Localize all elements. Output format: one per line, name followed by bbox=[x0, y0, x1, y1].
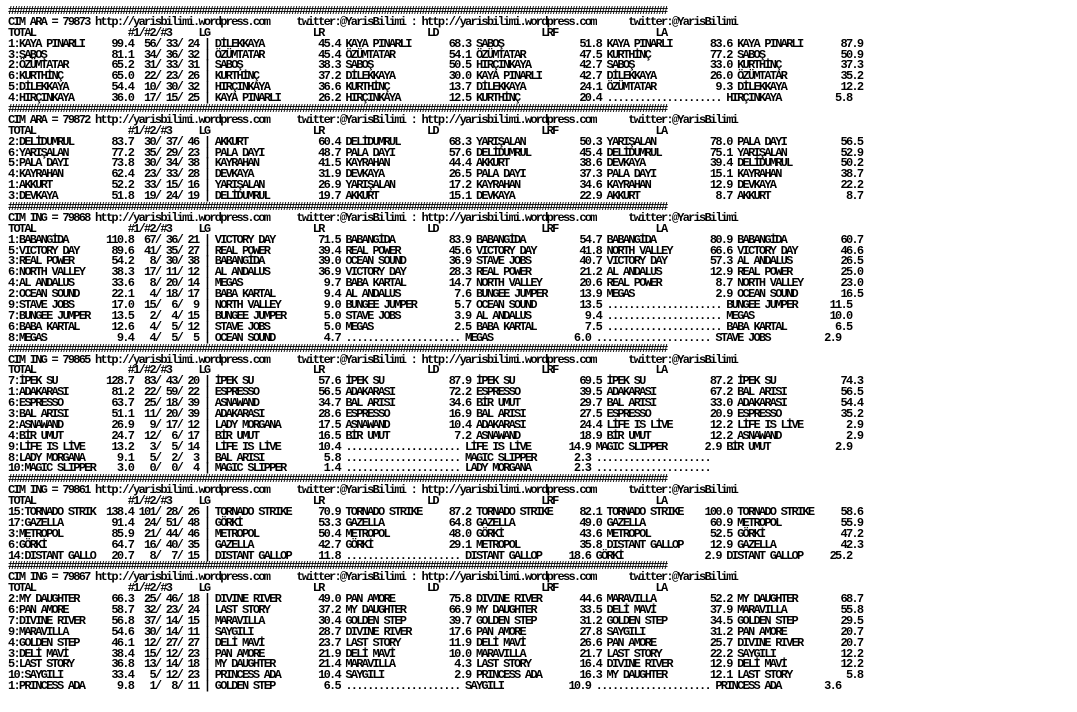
result-row: 7:DIVINE RIVER 56.8 37/ 14/ 15 | MARAVILLA 30.4 GOLDEN STEP 39.7 GOLDEN STEP 31.2 GOLDEN STEP 34.5 GOLDEN STEP 29.5 bbox=[8, 613, 863, 628]
result-row: 4:GOLDEN STEP 46.1 12/ 27/ 27 | DELİ MAVİ 23.7 LAST STORY 11.9 DELİ MAVİ 26.6 PAN AMORE 25.7 DIVINE RIVER 20.7 bbox=[8, 635, 863, 650]
column-header-line: TOTAL #1/#2/#3 LG LR LD LRF LA bbox=[8, 581, 667, 596]
result-row: 2:OCEAN SOUND 22.1 4/ 18/ 17 | BABA KARTAL 9.4 AL ANDALUS 7.6 BUNGEE JUMPER 13.9 MEGAS 2.9 OCEAN SOUND 16.5 bbox=[8, 287, 863, 302]
result-row: 3:BAL ARISI 51.1 11/ 20/ 39 | ADAKARASI 28.6 ESPRESSO 16.9 BAL ARISI 27.5 ESPRESSO 20.9 ESPRESSO 35.2 bbox=[8, 406, 863, 421]
result-row: 4:AL ANDALUS 33.6 8/ 20/ 14 | MEGAS 9.7 BABA KARTAL 14.7 NORTH VALLEY 20.6 REAL POWER 8.7 NORTH VALLEY 23.0 bbox=[8, 276, 863, 291]
result-row: 7:BUNGEE JUMPER 13.5 2/ 4/ 15 | BUNGEE JUMPER 5.0 STAVE JOBS 3.9 AL ANDALUS 9.4 ..................... MEGAS 10.0 bbox=[8, 308, 852, 323]
result-row: 9:MARAVILLA 54.6 30/ 14/ 11 | SAYGILI 28.7 DIVINE RIVER 17.6 PAN AMORE 27.8 SAYGILI 31.2 PAN AMORE 20.7 bbox=[8, 624, 863, 639]
race-header-line: CIM ING = 79861 http://yarisbilimi.wordpress.com twitter:@YarisBilimi : http://yarisbilimi.wordpress.com twitter:@YarisBilimi bbox=[8, 483, 738, 498]
result-row: 6:KURTHİNÇ 65.0 22/ 23/ 26 | KURTHİNÇ 37.2 DİLEKKAYA 30.0 KAYA PINARLI 42.7 DİLEKKAYA 26.0 ÖZÜMTATAR 35.2 bbox=[8, 69, 863, 84]
result-row: 5:VICTORY DAY 89.6 41/ 35/ 27 | REAL POWER 39.4 REAL POWER 45.6 VICTORY DAY 41.8 NORTH VALLEY 66.6 VICTORY DAY 46.6 bbox=[8, 243, 863, 258]
race-header-line: CIM ARA = 79873 http://yarisbilimi.wordpress.com twitter:@YarisBilimi : http://yarisbilimi.wordpress.com twitter:@YarisBilimi bbox=[8, 14, 738, 29]
race-header-line: CIM ARA = 79872 http://yarisbilimi.wordpress.com twitter:@YarisBilimi : http://yarisbilimi.wordpress.com twitter:@YarisBilimi bbox=[8, 112, 738, 127]
race-header-line: CIM ING = 79865 http://yarisbilimi.wordpress.com twitter:@YarisBilimi : http://yarisbilimi.wordpress.com twitter:@YarisBilimi bbox=[8, 352, 738, 367]
result-row: 3:METROPOL 85.9 21/ 44/ 46 | METROPOL 50.4 METROPOL 48.0 GÖRKİ 43.6 METROPOL 52.5 GÖRKİ 47.2 bbox=[8, 526, 863, 541]
result-row: 3:SABOŞ 81.1 34/ 36/ 32 | ÖZÜMTATAR 45.4 ÖZÜMTATAR 54.1 ÖZÜMTATAR 47.5 KURTHİNÇ 77.2 SABOŞ 50.9 bbox=[8, 47, 863, 62]
result-row: 9:STAVE JOBS 17.0 15/ 6/ 9 | NORTH VALLEY 9.0 BUNGEE JUMPER 5.7 OCEAN SOUND 13.5 ..................... BUNGEE JUMPER 11.5 bbox=[8, 298, 852, 313]
separator-line: ######################################################################################################################### bbox=[8, 559, 667, 574]
result-row: 1:AKKURT 52.2 33/ 15/ 16 | YARIŞALAN 26.9 YARIŞALAN 17.2 KAYRAHAN 34.6 KAYRAHAN 12.9 DEVKAYA 22.2 bbox=[8, 178, 863, 193]
column-header-line: TOTAL #1/#2/#3 LG LR LD LRF LA bbox=[8, 123, 667, 138]
separator-line: ######################################################################################################################### bbox=[8, 341, 667, 356]
result-row: 1:PRINCESS ADA 9.8 1/ 8/ 11 | GOLDEN STEP 6.5 ..................... SAYGILI 10.9 ..................... PRINCESS ADA 3.6 bbox=[8, 679, 841, 694]
result-row: 6:NORTH VALLEY 38.3 17/ 11/ 12 | AL ANDALUS 36.9 VICTORY DAY 28.3 REAL POWER 21.2 AL ANDALUS 12.9 REAL POWER 25.0 bbox=[8, 265, 863, 280]
result-row: 2:ÖZÜMTATAR 65.2 31/ 33/ 31 | SABOŞ 38.3 SABOŞ 50.5 HIRÇINKAYA 42.7 SABOŞ 33.0 KURTHİNÇ 37.3 bbox=[8, 58, 863, 73]
result-row: 5:LAST STORY 36.8 13/ 14/ 18 | MY DAUGHTER 21.4 MARAVILLA 4.3 LAST STORY 16.4 DIVINE RIVER 12.9 DELİ MAVİ 12.2 bbox=[8, 657, 863, 672]
result-row: 6:PAN AMORE 58.7 32/ 23/ 24 | LAST STORY 37.2 MY DAUGHTER 66.9 MY DAUGHTER 33.5 DELİ MAVİ 37.9 MARAVILLA 55.8 bbox=[8, 602, 863, 617]
result-row: 5:PALA DAYI 73.8 30/ 34/ 38 | KAYRAHAN 41.5 KAYRAHAN 44.4 AKKURT 38.6 DEVKAYA 39.4 DELİDUMRUL 50.2 bbox=[8, 156, 863, 171]
result-row: 2:DELİDUMRUL 83.7 30/ 37/ 46 | AKKURT 60.4 DELİDUMRUL 68.3 YARIŞALAN 50.3 YARIŞALAN 78.0 PALA DAYI 56.5 bbox=[8, 134, 863, 149]
result-row: 10:MAGIC SLIPPER 3.0 0/ 0/ 4 | MAGIC SLIPPER 1.4 ..................... LADY MORGANA 2.3 ..................... bbox=[8, 461, 710, 476]
result-row: 2:MY DAUGHTER 66.3 25/ 46/ 18 | DIVINE RIVER 49.0 PAN AMORE 75.8 DIVINE RIVER 44.6 MARAVILLA 52.2 MY DAUGHTER 68.7 bbox=[8, 592, 863, 607]
result-row: 1:ADAKARASI 81.2 22/ 59/ 22 | ESPRESSO 56.5 ADAKARASI 72.2 ESPRESSO 39.5 ADAKARASI 67.2 BAL ARISI 56.5 bbox=[8, 385, 863, 400]
result-row: 4:KAYRAHAN 62.4 23/ 33/ 28 | DEVKAYA 31.9 DEVKAYA 26.5 PALA DAYI 37.3 PALA DAYI 15.1 KAYRAHAN 38.7 bbox=[8, 167, 863, 182]
result-row: 4:BİR UMUT 24.7 12/ 6/ 17 | BİR UMUT 16.5 BİR UMUT 7.2 ASNAWAND 18.9 BİR UMUT 12.2 ASNAWAND 2.9 bbox=[8, 428, 863, 443]
result-row: 7:İPEK SU 128.7 83/ 43/ 20 | İPEK SU 57.6 İPEK SU 87.9 İPEK SU 69.5 İPEK SU 87.2 İPEK SU 74.3 bbox=[8, 374, 863, 389]
result-row: 17:GAZELLA 91.4 24/ 51/ 48 | GÖRKİ 53.3 GAZELLA 64.8 GAZELLA 49.0 GAZELLA 60.9 METROPOL 55.9 bbox=[8, 515, 863, 530]
result-row: 3:DEVKAYA 51.8 19/ 24/ 19 | DELİDUMRUL 19.7 AKKURT 15.1 DEVKAYA 22.9 AKKURT 8.7 AKKURT 8.7 bbox=[8, 189, 863, 204]
race-header-line: CIM ING = 79867 http://yarisbilimi.wordpress.com twitter:@YarisBilimi : http://yarisbilimi.wordpress.com twitter:@YarisBilimi bbox=[8, 570, 738, 585]
result-row: 14:DISTANT GALLO 20.7 8/ 7/ 15 | DISTANT GALLOP 11.8 ..................... DISTANT GALLOP 18.6 GÖRKİ 2.9 DISTANT GALLOP 25.2 bbox=[8, 548, 852, 563]
result-row: 10:SAYGILI 33.4 5/ 12/ 23 | PRINCESS ADA 10.4 SAYGILI 2.9 PRINCESS ADA 16.3 MY DAUGHTER 12.1 LAST STORY 5.8 bbox=[8, 668, 863, 683]
separator-line: ######################################################################################################################### bbox=[8, 200, 667, 215]
result-row: 5:DİLEKKAYA 54.4 10/ 30/ 32 | HIRÇINKAYA 36.6 KURTHİNÇ 13.7 DİLEKKAYA 24.1 ÖZÜMTATAR 9.3 DİLEKKAYA 12.2 bbox=[8, 80, 863, 95]
result-row: 1:BABANGİDA 110.8 67/ 36/ 21 | VICTORY DAY 71.5 BABANGİDA 83.9 BABANGİDA 54.7 BABANGİDA 80.9 BABANGİDA 60.7 bbox=[8, 232, 863, 247]
race-report-text bbox=[8, 6, 1073, 708]
result-row: 1:KAYA PINARLI 99.4 56/ 33/ 24 | DİLEKKAYA 45.4 KAYA PINARLI 68.3 SABOŞ 51.8 KAYA PINARLI 83.6 KAYA PINARLI 87.9 bbox=[8, 36, 863, 51]
column-header-line: TOTAL #1/#2/#3 LG LR LD LRF LA bbox=[8, 363, 667, 378]
column-header-line: TOTAL #1/#2/#3 LG LR LD LRF LA bbox=[8, 221, 667, 236]
result-row: 6:GÖRKİ 64.7 16/ 40/ 35 | GAZELLA 42.7 GÖRKİ 29.1 METROPOL 35.8 DISTANT GALLOP 12.9 GAZELLA 42.3 bbox=[8, 537, 863, 552]
result-row: 3:DELİ MAVİ 38.4 15/ 12/ 23 | PAN AMORE 21.9 DELİ MAVİ 10.0 MARAVILLA 21.7 LAST STORY 22.2 SAYGILI 12.2 bbox=[8, 646, 863, 661]
result-row: 8:MEGAS 9.4 4/ 5/ 5 | OCEAN SOUND 4.7 ..................... MEGAS 6.0 ..................... STAVE JOBS 2.9 bbox=[8, 330, 841, 345]
result-row: 6:BABA KARTAL 12.6 4/ 5/ 12 | STAVE JOBS 5.0 MEGAS 2.5 BABA KARTAL 7.5 ..................... BABA KARTAL 6.5 bbox=[8, 319, 852, 334]
result-row: 6:ESPRESSO 63.7 25/ 18/ 39 | ASNAWAND 34.7 BAL ARISI 34.6 BİR UMUT 29.7 BAL ARISI 33.0 ADAKARASI 54.4 bbox=[8, 396, 863, 411]
race-header-line: CIM ING = 79868 http://yarisbilimi.wordpress.com twitter:@YarisBilimi : http://yarisbilimi.wordpress.com twitter:@YarisBilimi bbox=[8, 210, 738, 225]
result-row: 2:ASNAWAND 26.9 9/ 17/ 12 | LADY MORGANA 17.5 ASNAWAND 10.4 ADAKARASI 24.4 LİFE IS LİVE 12.2 LİFE IS LİVE 2.9 bbox=[8, 417, 863, 432]
column-header-line: TOTAL #1/#2/#3 LG LR LD LRF LA bbox=[8, 25, 667, 40]
result-row: 9:LİFE IS LİVE 13.2 3/ 5/ 14 | LİFE IS LİVE 10.4 ..................... LİFE IS LİVE 14.9 MAGIC SLIPPER 2.9 BİR UMUT 2.9 bbox=[8, 439, 852, 454]
result-row: 15:TORNADO STRIK 138.4 101/ 28/ 26 | TORNADO STRIKE 70.9 TORNADO STRIKE 87.2 TORNADO STRIKE 82.1 TORNADO STRIKE 100.0 TORNADO STRIKE 58.6 bbox=[8, 504, 863, 519]
result-row: 3:REAL POWER 54.2 8/ 30/ 38 | BABANGİDA 39.0 OCEAN SOUND 36.9 STAVE JOBS 40.7 VICTORY DAY 57.3 AL ANDALUS 26.5 bbox=[8, 254, 863, 269]
separator-line: ######################################################################################################################### bbox=[8, 6, 667, 18]
result-row: 6:YARIŞALAN 77.2 35/ 29/ 23 | PALA DAYI 48.7 PALA DAYI 57.6 DELİDUMRUL 45.4 DELİDUMRUL 75.1 YARIŞALAN 52.9 bbox=[8, 145, 863, 160]
separator-line: ######################################################################################################################### bbox=[8, 102, 667, 117]
separator-line: ######################################################################################################################### bbox=[8, 472, 667, 487]
column-header-line: TOTAL #1/#2/#3 LG LR LD LRF LA bbox=[8, 494, 667, 509]
result-row: 4:HIRÇINKAYA 36.0 17/ 15/ 25 | KAYA PINARLI 26.2 HIRÇINKAYA 12.5 KURTHİNÇ 20.4 ..................... HIRÇINKAYA 5.8 bbox=[8, 91, 852, 106]
result-row: 8:LADY MORGANA 9.1 5/ 2/ 3 | BAL ARISI 5.8 ..................... MAGIC SLIPPER 2.3 ..................... bbox=[8, 450, 710, 465]
